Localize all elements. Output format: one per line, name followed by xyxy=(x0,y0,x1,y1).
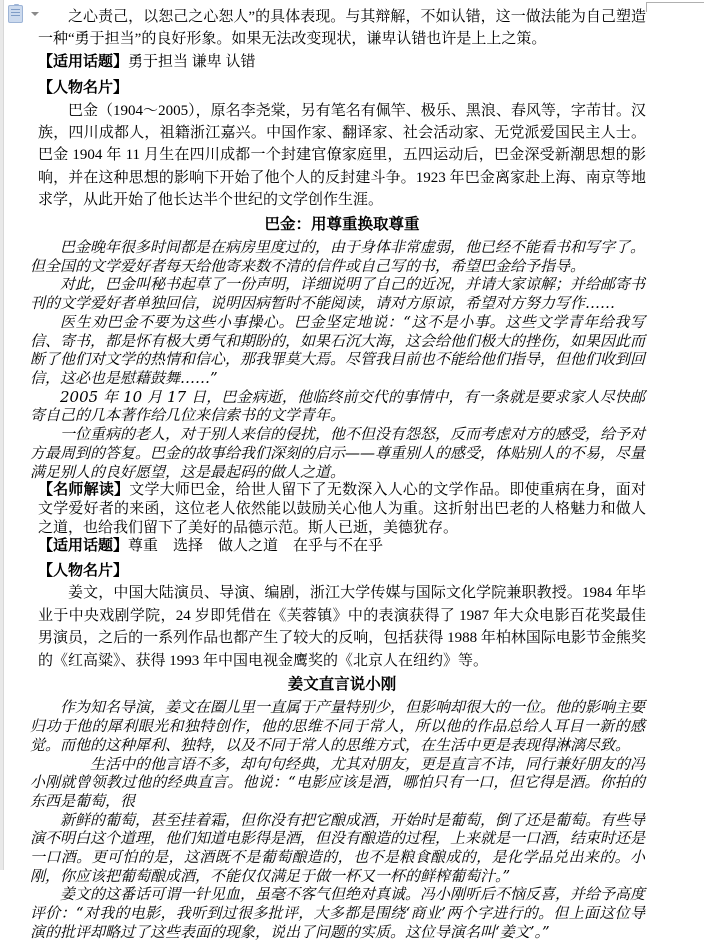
story-paragraph: 一位重病的老人，对于别人来信的侵扰，他不但没有怨怒，反而考虑对方的感受，给予对方最周到的答复。巴金的故事给我们深刻的启示——尊重别人的感受，体贴别人的不易，尽量满足别人的良好愿望，这是最起码的做人之道。 xyxy=(30,425,646,481)
story-paragraph: 作为知名导演，姜文在圈儿里一直属于产量特别少，但影响却很大的一位。他的影响主要归功于他的犀利眼光和独特创作，他的思维不同于常人，所以他的作品总给人耳目一新的感觉。而他的这种犀利、独特，以及不同于常人的思维方式，在生活中更是表现得淋漓尽致。 xyxy=(30,698,646,754)
profile-card-label-2: 【人物名片】 xyxy=(38,563,129,580)
bajin-bio-paragraph: 巴金（1904～2005），原名李尧棠，另有笔名有佩竿、极乐、黑浪、春风等，字芾甘。汉族，四川成都人，祖籍浙江嘉兴。中国作家、翻译家、社会活动家、无党派爱国民主人士。巴金 1904 年 11 月生在四川成都一个封建官僚家庭里，五四运动后，巴金深受新潮思想的影响，并在这种思想的影响下开始了他个人的反封建斗争。1923 年巴金离家赴上海、南京等地求学，从此开始了他长达半个世纪的文学创作生涯。 xyxy=(38,102,646,209)
applicable-topics-content: 尊重 选择 做人之道 在乎与不在乎 xyxy=(128,538,384,555)
applicable-topics-label: 【适用话题】 xyxy=(38,53,129,70)
story-paragraph: 医生劝巴金不要为这些小事操心。巴金坚定地说：“这不是小事。这些文学青年给我写信、寄书，都是怀有极大勇气和期盼的，如果石沉大海，这会给他们极大的挫伤，如果因此而断了他们对文学的热情和信心，那我罪莫大焉。尽管我目前也不能给他们指导，但他们收到回信，这必也是慰藉鼓舞……” xyxy=(30,312,646,387)
jiangwen-bio-paragraph: 姜文，中国大陆演员、导演、编剧，浙江大学传媒与国际文化学院兼职教授。1984 年毕业于中央戏剧学院，24 岁即凭借在《芙蓉镇》中的表演获得了 1987 年大众电影百花奖最佳男演员，之后的一系列作品也都产生了较大的反响，包括获得 1988 年柏林国际电影节金熊奖的《红高粱》、获得 1993 年中国电视金鹰奖的《北京人在纽约》等。 xyxy=(38,585,646,669)
story-paragraph: 生活中的他言语不多，却句句经典，尤其对朋友，更是直言不讳，同行兼好朋友的冯小刚就曾领教过他的经典直言。他说：“电影应该是酒，哪怕只有一口，但它得是酒。你拍的东西是葡萄，很 xyxy=(30,754,646,810)
top-continuation-paragraph: 之心责己，以恕己之心恕人”的具体表现。与其辩解，不如认错，这一做法能为自己塑造一种“勇于担当”的良好形象。如果无法改变现状，谦卑认错也许是上上之策。 xyxy=(38,9,646,48)
teacher-commentary-label: 【名师解读】 xyxy=(38,482,130,499)
story-title-bajin: 巴金：用尊重换取尊重 xyxy=(264,215,420,233)
story-paragraph: 对此，巴金叫秘书起草了一份声明，详细说明了自己的近况，并请大家谅解；并给邮寄书刊的文学爱好者单独回信，说明因病暂时不能阅读，请对方原谅，希望对方努力写作…… xyxy=(30,275,646,313)
applicable-topics-content: 勇于担当 谦卑 认错 xyxy=(128,53,256,70)
teacher-commentary xyxy=(38,481,646,537)
applicable-topics-line-1 xyxy=(38,51,646,73)
profile-card-label-1: 【人物名片】 xyxy=(38,80,129,97)
story-title-jiangwen: 姜文直言说小刚 xyxy=(287,676,397,694)
applicable-topics-label: 【适用话题】 xyxy=(38,538,129,555)
applicable-topics-line-2 xyxy=(38,537,646,556)
story-paragraph: 巴金晚年很多时间都是在病房里度过的，由于身体非常虚弱，他已经不能看书和写字了。但全国的文学爱好者每天给他寄来数不清的信件或自己写的书，希望巴金给予指导。 xyxy=(30,238,646,275)
story-paragraph: 姜文的这番话可谓一针见血，虽毫不客气但绝对真诚。冯小刚听后不恼反喜，并给予高度评价：“对我的电影，我听到过很多批评，大多都是围绕‘商业’两个字进行的。但上面这位导演的批评却略过了这些表面的现象，说出了问题的实质。这位导演名叫‘姜文’。” xyxy=(30,885,646,941)
teacher-commentary-content: 文学大师巴金，给世人留下了无数深入人心的文学作品。即使重病在身，面对文学爱好者的来函，这位老人依然能以鼓励关心他人为重。这折射出巴老的人格魅力和做人之道，也给我们留下了美好的品德示范。斯人已逝，美德犹存。 xyxy=(38,482,646,536)
story-paragraph: 2005 年 10 月 17 日，巴金病逝，他临终前交代的事情中，有一条就是要求家人尽快邮寄自己的几本著作给几位来信索书的文学青年。 xyxy=(30,387,645,425)
story-paragraph: 新鲜的葡萄，甚至挂着霜，但你没有把它酿成酒，开始时是葡萄，倒了还是葡萄。有些导演不明白这个道理，他们知道电影得是酒，但没有酿造的过程，上来就是一口酒，结束时还是一口酒。更可怕的是，这酒既不是葡萄酿造的，也不是粮食酿成的，是化学品兑出来的。小刚，你应该把葡萄酿成酒，不能仅仅满足于做一杯又一杯的鲜榨葡萄汁。” xyxy=(30,810,646,885)
